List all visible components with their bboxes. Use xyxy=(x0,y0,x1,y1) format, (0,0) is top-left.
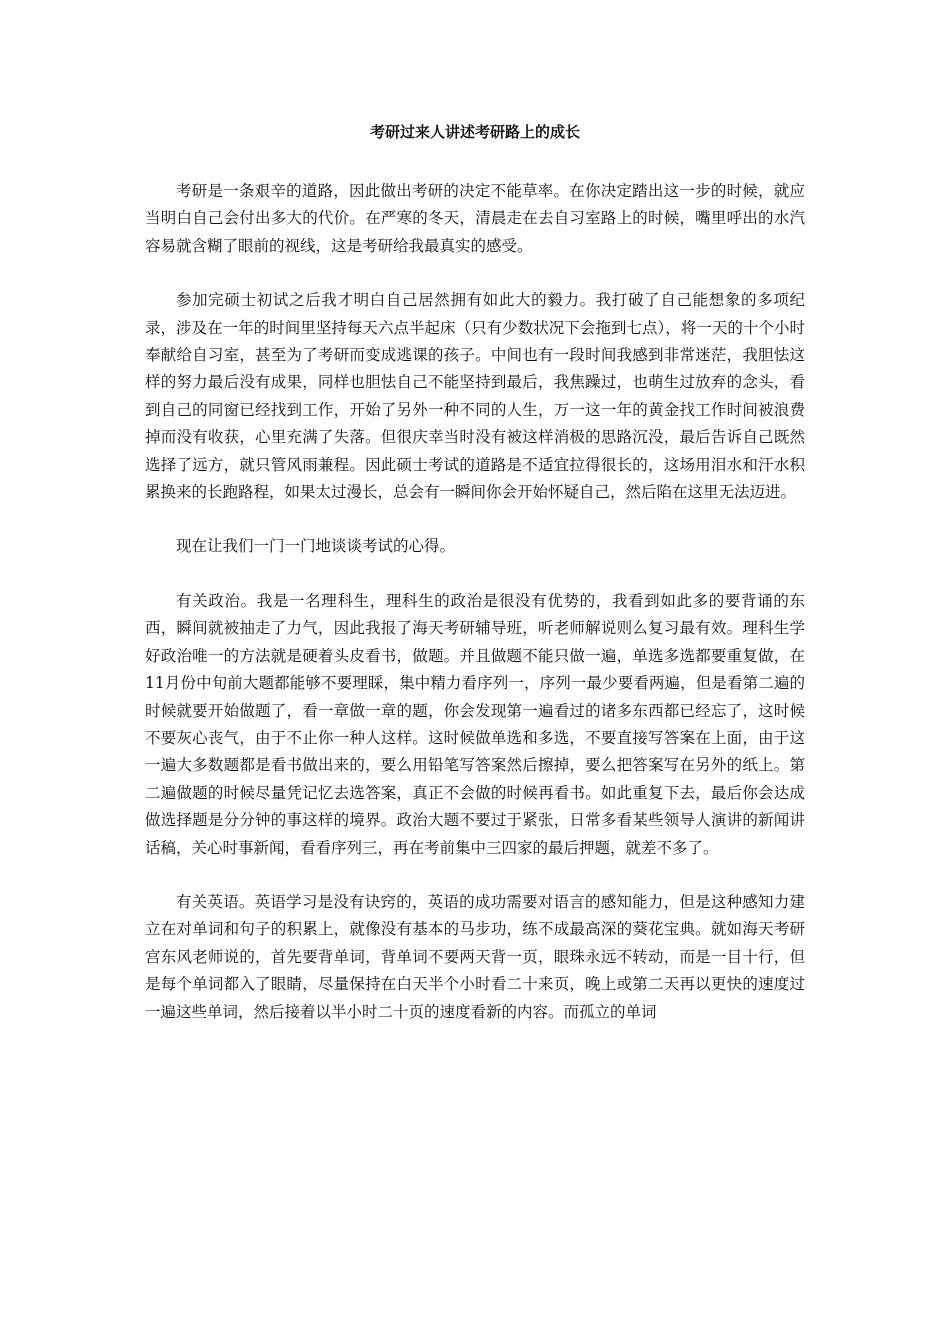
paragraph-politics: 有关政治。我是一名理科生，理科生的政治是很没有优势的，我看到如此多的要背诵的东西，瞬间就被抽走了力气，因此我报了海天考研辅导班，听老师解说则么复习最有效。理科生学好政治唯一的方法就是硬着头皮看书，做题。并且做题不能只做一遍，单选多选都要重复做，在11月份中旬前大题都能够不要理睬，集中精力看序列一，序列一最少要看两遍，但是看第二遍的时候就要开始做题了，看一章做一章的题，你会发现第一遍看过的诸多东西都已经忘了，这时候不要灰心丧气，由于不止你一种人这样。这时候做单选和多选，不要直接写答案在上面，由于这一遍大多数题都是看书做出来的，要么用铅笔写答案然后擦掉，要么把答案写在另外的纸上。第二遍做题的时候尽量凭记忆去选答案，真正不会做的时候再看书。如此重复下去，最后你会达成做选择题是分分钟的事这样的境界。政治大题不要过于紧张，日常多看某些领导人演讲的新闻讲话稿，关心时事新闻，看看序列三，再在考前集中三四家的最后押题，就差不多了。 xyxy=(145,591,805,857)
paragraph-english: 有关英语。英语学习是没有诀窍的，英语的成功需要对语言的感知能力，但是这种感知力建立在对单词和句子的积累上，就像没有基本的马步功，练不成最高深的葵花宝典。就如海天考研宫东风老师说的，首先要背单词，背单词不要两天背一页，眼珠永远不转动，而是一目十行，但是每个单词都入了眼睛，尽量保持在白天半个小时看二十来页，晚上或第二天再以更快的速度过一遍这些单词，然后接着以半小时二十页的速度看新的内容。而孤立的单词 xyxy=(145,892,805,1021)
paragraph-perseverance: 参加完硕士初试之后我才明白自己居然拥有如此大的毅力。我打破了自己能想象的多项纪录，涉及在一年的时间里坚持每天六点半起床（只有少数状况下会拖到七点），将一天的十个小时奉献给自习室，甚至为了考研而变成逃课的孩子。中间也有一段时间我感到非常迷茫，我胆怯这样的努力最后没有成果，同样也胆怯自己不能坚持到最后，我焦躁过，也萌生过放弃的念头，看到自己的同窗已经找到工作，开始了另外一种不同的人生，万一这一年的黄金找工作时间被浪费掉而没有收获，心里充满了失落。但很庆幸当时没有被这样消极的思路沉没，最后告诉自己既然选择了远方，就只管风雨兼程。因此硕士考试的道路是不适宜拉得很长的，这场用泪水和汗水积累换来的长跑路程，如果太过漫长，总会有一瞬间你会开始怀疑自己，然后陷在这里无法迈进。 xyxy=(145,291,805,502)
document-page xyxy=(145,122,805,1053)
document-title: 考研过来人讲述考研路上的成长 xyxy=(369,123,580,141)
paragraph-intro: 考研是一条艰辛的道路，因此做出考研的决定不能草率。在你决定踏出这一步的时候，就应当明白自己会付出多大的代价。在严寒的冬天，清晨走在去自习室路上的时候，嘴里呼出的水汽容易就含糊了眼前的视线，这是考研给我最真实的感受。 xyxy=(145,182,805,255)
paragraph-transition: 现在让我们一门一门地谈谈考试的心得。 xyxy=(176,537,456,556)
